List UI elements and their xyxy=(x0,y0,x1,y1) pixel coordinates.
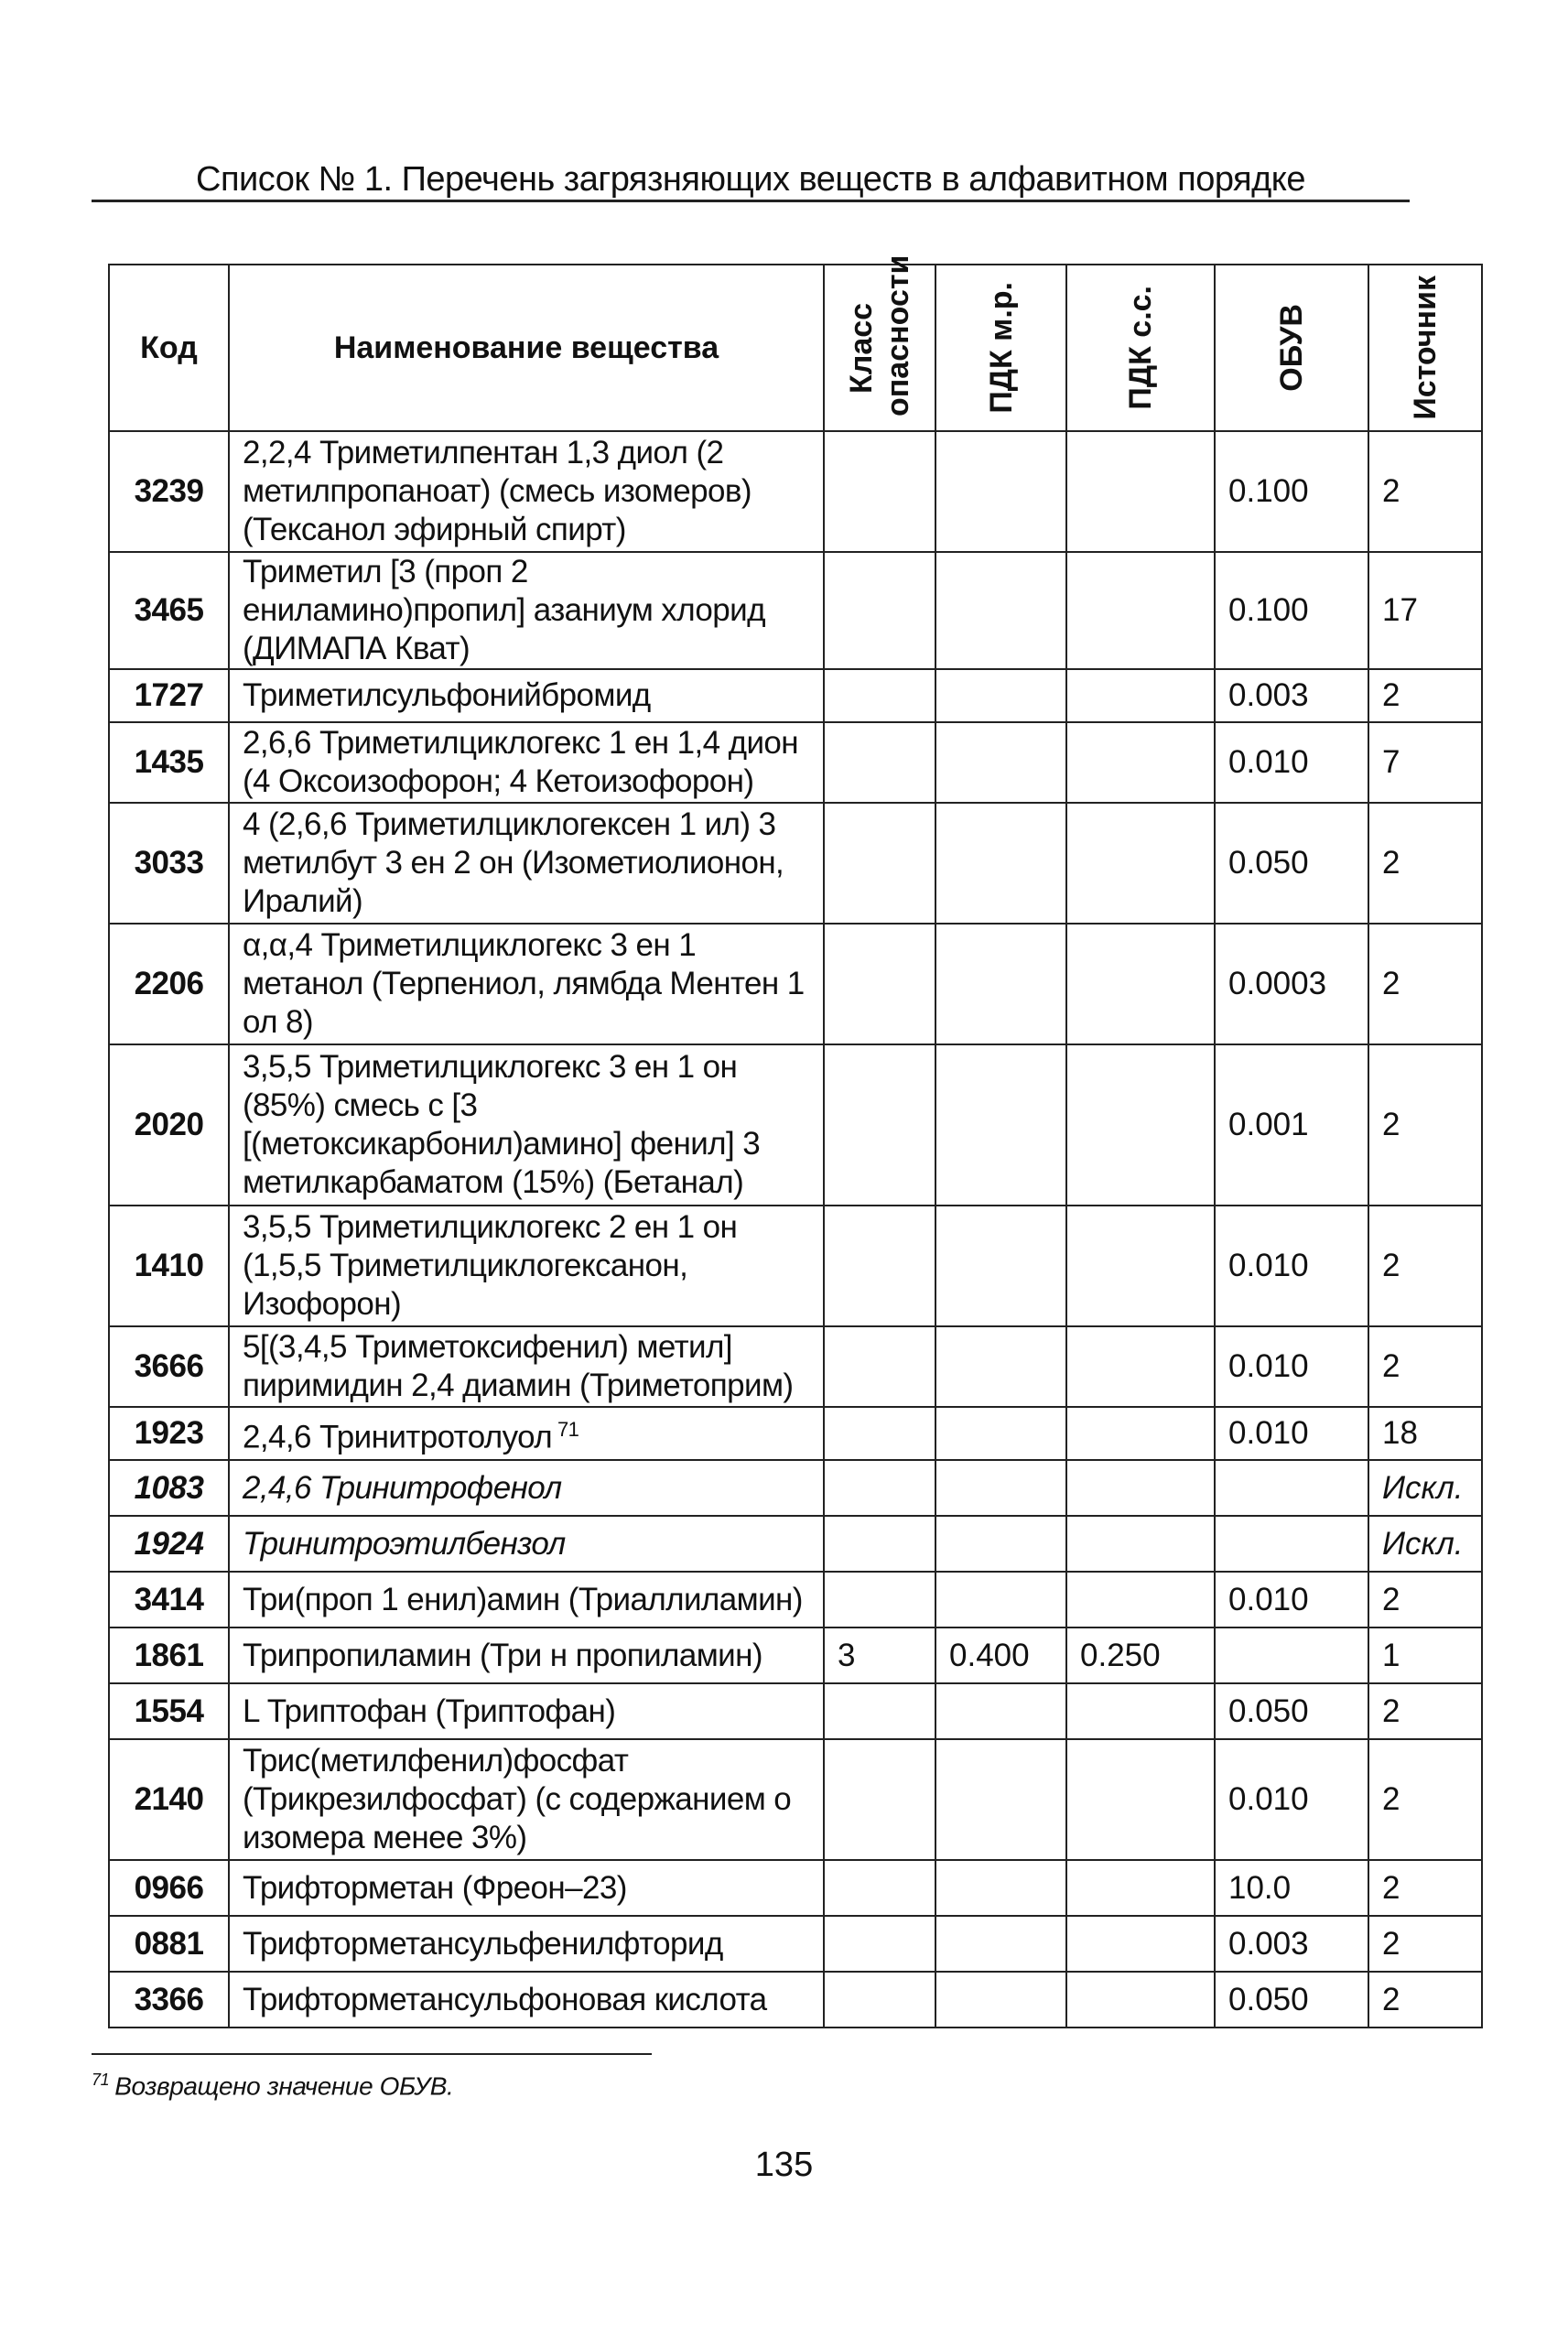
substance-name: 3,5,5 Триметилциклогекс 2 ен 1 он (1,5,5 Триметилциклогексанон, Изофорон) xyxy=(243,1209,738,1322)
obuv-cell: 0.010 xyxy=(1215,1572,1368,1628)
pdk-mr-cell xyxy=(935,431,1066,552)
class-cell xyxy=(824,1860,935,1916)
source-cell: 2 xyxy=(1368,669,1482,722)
table-row xyxy=(109,1916,1482,1972)
name-cell xyxy=(229,1628,824,1683)
table-row xyxy=(109,1572,1482,1628)
name-cell xyxy=(229,1916,824,1972)
pdk-ss-cell xyxy=(1066,803,1215,924)
obuv-cell: 10.0 xyxy=(1215,1860,1368,1916)
pdk-mr-cell xyxy=(935,1044,1066,1206)
pdk-mr-cell xyxy=(935,924,1066,1044)
table-row xyxy=(109,803,1482,924)
table-row xyxy=(109,669,1482,722)
obuv-cell: 0.100 xyxy=(1215,552,1368,669)
substance-name: L Триптофан (Триптофан) xyxy=(243,1692,616,1729)
pdk-mr-cell xyxy=(935,722,1066,803)
pdk-mr-cell xyxy=(935,552,1066,669)
class-cell xyxy=(824,924,935,1044)
class-cell xyxy=(824,1044,935,1206)
name-cell xyxy=(229,1860,824,1916)
obuv-cell: 0.050 xyxy=(1215,1683,1368,1739)
pdk-ss-cell xyxy=(1066,722,1215,803)
obuv-cell xyxy=(1215,1628,1368,1683)
header-code: Код xyxy=(109,265,229,431)
code-cell: 3414 xyxy=(109,1572,229,1628)
code-cell: 2020 xyxy=(109,1044,229,1206)
header-source: Источник xyxy=(1368,265,1482,431)
source-cell: 2 xyxy=(1368,1916,1482,1972)
substance-name: Три(проп 1 енил)амин (Триаллиламин) xyxy=(243,1581,803,1617)
obuv-cell: 0.0003 xyxy=(1215,924,1368,1044)
substance-name: Триметилсульфонийбромид xyxy=(243,677,651,713)
name-cell xyxy=(229,1044,824,1206)
obuv-cell: 0.010 xyxy=(1215,722,1368,803)
pdk-ss-cell xyxy=(1066,1739,1215,1860)
pdk-mr-cell xyxy=(935,1460,1066,1516)
table-row xyxy=(109,1326,1482,1407)
footnote-rule xyxy=(92,2053,652,2055)
pdk-ss-cell xyxy=(1066,1044,1215,1206)
pdk-ss-cell xyxy=(1066,552,1215,669)
substance-name: 2,4,6 Тринитротолуол xyxy=(243,1419,553,1455)
substance-name: Трифторметан (Фреон–23) xyxy=(243,1869,627,1906)
obuv-cell: 0.010 xyxy=(1215,1206,1368,1326)
pdk-mr-cell xyxy=(935,1326,1066,1407)
obuv-cell: 0.001 xyxy=(1215,1044,1368,1206)
header-obuv: ОБУВ xyxy=(1215,265,1368,431)
source-cell: 2 xyxy=(1368,1206,1482,1326)
obuv-cell: 0.050 xyxy=(1215,1972,1368,2028)
name-cell xyxy=(229,1460,824,1516)
footnote-mark: 71 xyxy=(92,2071,110,2089)
name-cell xyxy=(229,431,824,552)
code-cell: 0966 xyxy=(109,1860,229,1916)
substance-name: 2,2,4 Триметилпентан 1,3 диол (2 метилпропаноат) (смесь изомеров) (Тексанол эфирный спирт) xyxy=(243,435,752,547)
pdk-mr-cell xyxy=(935,1972,1066,2028)
pdk-ss-cell xyxy=(1066,1916,1215,1972)
substance-name: 2,4,6 Тринитрофенол xyxy=(243,1469,562,1506)
class-cell xyxy=(824,1739,935,1860)
substance-name: Трифторметансульфенилфторид xyxy=(243,1925,723,1962)
source-cell: 2 xyxy=(1368,1972,1482,2028)
source-cell: 1 xyxy=(1368,1628,1482,1683)
code-cell: 1861 xyxy=(109,1628,229,1683)
pdk-ss-cell xyxy=(1066,431,1215,552)
class-cell xyxy=(824,669,935,722)
pdk-mr-cell xyxy=(935,1739,1066,1860)
source-cell: 2 xyxy=(1368,924,1482,1044)
name-cell xyxy=(229,722,824,803)
page-number: 135 xyxy=(754,2146,814,2184)
source-cell: 7 xyxy=(1368,722,1482,803)
pdk-ss-cell: 0.250 xyxy=(1066,1628,1215,1683)
table-row xyxy=(109,1460,1482,1516)
obuv-cell: 0.050 xyxy=(1215,803,1368,924)
table-row xyxy=(109,1044,1482,1206)
substance-name: 2,6,6 Триметилциклогекс 1 ен 1,4 дион (4 Оксоизофорон; 4 Кетоизофорон) xyxy=(243,725,798,799)
pdk-ss-cell xyxy=(1066,1972,1215,2028)
name-cell xyxy=(229,1326,824,1407)
pdk-ss-cell xyxy=(1066,1206,1215,1326)
class-cell xyxy=(824,431,935,552)
pdk-ss-cell xyxy=(1066,1326,1215,1407)
source-cell: 2 xyxy=(1368,1572,1482,1628)
class-cell xyxy=(824,1572,935,1628)
source-cell: 2 xyxy=(1368,1683,1482,1739)
substance-name: α,α,4 Триметилциклогекс 3 ен 1 метанол (Терпениол, лямбда Ментен 1 ол 8) xyxy=(243,927,805,1040)
code-cell: 0881 xyxy=(109,1916,229,1972)
class-cell xyxy=(824,1516,935,1572)
pdk-mr-cell: 0.400 xyxy=(935,1628,1066,1683)
table-row xyxy=(109,1628,1482,1683)
substance-name: Трипропиламин (Три н пропиламин) xyxy=(243,1637,762,1673)
pdk-mr-cell xyxy=(935,1683,1066,1739)
table-row xyxy=(109,1739,1482,1860)
code-cell: 3239 xyxy=(109,431,229,552)
header-pdk-mr: ПДК м.р. xyxy=(935,265,1066,431)
substance-name: Тринитроэтилбензол xyxy=(243,1525,566,1562)
pdk-ss-cell xyxy=(1066,1516,1215,1572)
code-cell: 1554 xyxy=(109,1683,229,1739)
pdk-mr-cell xyxy=(935,1516,1066,1572)
pdk-ss-cell xyxy=(1066,1683,1215,1739)
table-row xyxy=(109,1206,1482,1326)
source-cell: Искл. xyxy=(1368,1460,1482,1516)
title-rule xyxy=(92,200,1410,202)
name-cell xyxy=(229,1206,824,1326)
pdk-mr-cell xyxy=(935,1407,1066,1460)
name-cell xyxy=(229,552,824,669)
source-cell: 2 xyxy=(1368,1739,1482,1860)
name-cell xyxy=(229,1683,824,1739)
substance-name: Триметил [3 (проп 2 eниламино)пропил] азаниум хлорид (ДИМАПА Кват) xyxy=(243,554,765,666)
table-row xyxy=(109,1516,1482,1572)
class-cell xyxy=(824,1916,935,1972)
class-cell xyxy=(824,1206,935,1326)
name-cell xyxy=(229,669,824,722)
source-cell: Искл. xyxy=(1368,1516,1482,1572)
obuv-cell: 0.010 xyxy=(1215,1326,1368,1407)
class-cell: 3 xyxy=(824,1628,935,1683)
header-name: Наименование вещества xyxy=(229,265,824,431)
class-cell xyxy=(824,1972,935,2028)
pdk-ss-cell xyxy=(1066,1860,1215,1916)
code-cell: 3666 xyxy=(109,1326,229,1407)
pdk-mr-cell xyxy=(935,669,1066,722)
header-pdk-ss: ПДК с.с. xyxy=(1066,265,1215,431)
source-cell: 17 xyxy=(1368,552,1482,669)
obuv-cell: 0.010 xyxy=(1215,1739,1368,1860)
code-cell: 1435 xyxy=(109,722,229,803)
footnote-ref: 71 xyxy=(557,1417,579,1441)
pdk-mr-cell xyxy=(935,1916,1066,1972)
substance-name: Трис(метилфенил)фосфат (Трикрезилфосфат) (с содержанием о изомера менее 3%) xyxy=(243,1743,792,1855)
substance-name: 3,5,5 Триметилциклогекс 3 ен 1 он (85%) смесь с [3 [(метоксикарбонил)амино] фенил] 3 метилкарбаматом (15%) (Бетанал) xyxy=(243,1049,761,1200)
table-row xyxy=(109,924,1482,1044)
name-cell xyxy=(229,1516,824,1572)
code-cell: 1923 xyxy=(109,1407,229,1460)
pdk-ss-cell xyxy=(1066,1407,1215,1460)
source-cell: 2 xyxy=(1368,431,1482,552)
class-cell xyxy=(824,1326,935,1407)
pdk-mr-cell xyxy=(935,1860,1066,1916)
class-cell xyxy=(824,1407,935,1460)
code-cell: 1083 xyxy=(109,1460,229,1516)
pdk-mr-cell xyxy=(935,1206,1066,1326)
header-class: Класс опасности xyxy=(824,265,935,431)
class-cell xyxy=(824,1460,935,1516)
name-cell xyxy=(229,1572,824,1628)
obuv-cell: 0.003 xyxy=(1215,669,1368,722)
pdk-ss-cell xyxy=(1066,1460,1215,1516)
substance-name: 5[(3,4,5 Триметоксифенил) метил] пиримидин 2,4 диамин (Триметоприм) xyxy=(243,1329,794,1403)
code-cell: 3033 xyxy=(109,803,229,924)
name-cell xyxy=(229,1407,824,1460)
table-row xyxy=(109,1407,1482,1460)
table-row xyxy=(109,552,1482,669)
code-cell: 1924 xyxy=(109,1516,229,1572)
obuv-cell: 0.003 xyxy=(1215,1916,1368,1972)
table-row xyxy=(109,1683,1482,1739)
pdk-mr-cell xyxy=(935,803,1066,924)
name-cell xyxy=(229,924,824,1044)
pdk-ss-cell xyxy=(1066,1572,1215,1628)
class-cell xyxy=(824,1683,935,1739)
source-cell: 2 xyxy=(1368,803,1482,924)
pdk-ss-cell xyxy=(1066,669,1215,722)
class-cell xyxy=(824,803,935,924)
name-cell xyxy=(229,1739,824,1860)
code-cell: 1410 xyxy=(109,1206,229,1326)
name-cell xyxy=(229,1972,824,2028)
code-cell: 3465 xyxy=(109,552,229,669)
source-cell: 2 xyxy=(1368,1326,1482,1407)
substance-name: Трифторметансульфоновая кислота xyxy=(243,1981,767,2017)
page-title: Список № 1. Перечень загрязняющих веществ в алфавитном порядке xyxy=(196,160,1305,199)
table-header-row xyxy=(109,265,1482,431)
code-cell: 2140 xyxy=(109,1739,229,1860)
name-cell xyxy=(229,803,824,924)
pdk-mr-cell xyxy=(935,1572,1066,1628)
obuv-cell: 0.010 xyxy=(1215,1407,1368,1460)
obuv-cell: 0.100 xyxy=(1215,431,1368,552)
source-cell: 18 xyxy=(1368,1407,1482,1460)
code-cell: 2206 xyxy=(109,924,229,1044)
table-row xyxy=(109,431,1482,552)
source-cell: 2 xyxy=(1368,1044,1482,1206)
table-row xyxy=(109,1972,1482,2028)
source-cell: 2 xyxy=(1368,1860,1482,1916)
footnote xyxy=(92,2071,453,2101)
substances-table xyxy=(108,254,1483,2028)
class-cell xyxy=(824,552,935,669)
pdk-ss-cell xyxy=(1066,924,1215,1044)
substance-name: 4 (2,6,6 Триметилциклогексен 1 ил) 3 метилбут 3 ен 2 он (Изометиолионон, Иралий) xyxy=(243,806,784,919)
code-cell: 1727 xyxy=(109,669,229,722)
code-cell: 3366 xyxy=(109,1972,229,2028)
obuv-cell xyxy=(1215,1460,1368,1516)
footnote-text: Возвращено значение ОБУВ. xyxy=(114,2071,454,2101)
table-row xyxy=(109,722,1482,803)
obuv-cell xyxy=(1215,1516,1368,1572)
class-cell xyxy=(824,722,935,803)
table-row xyxy=(109,1860,1482,1916)
